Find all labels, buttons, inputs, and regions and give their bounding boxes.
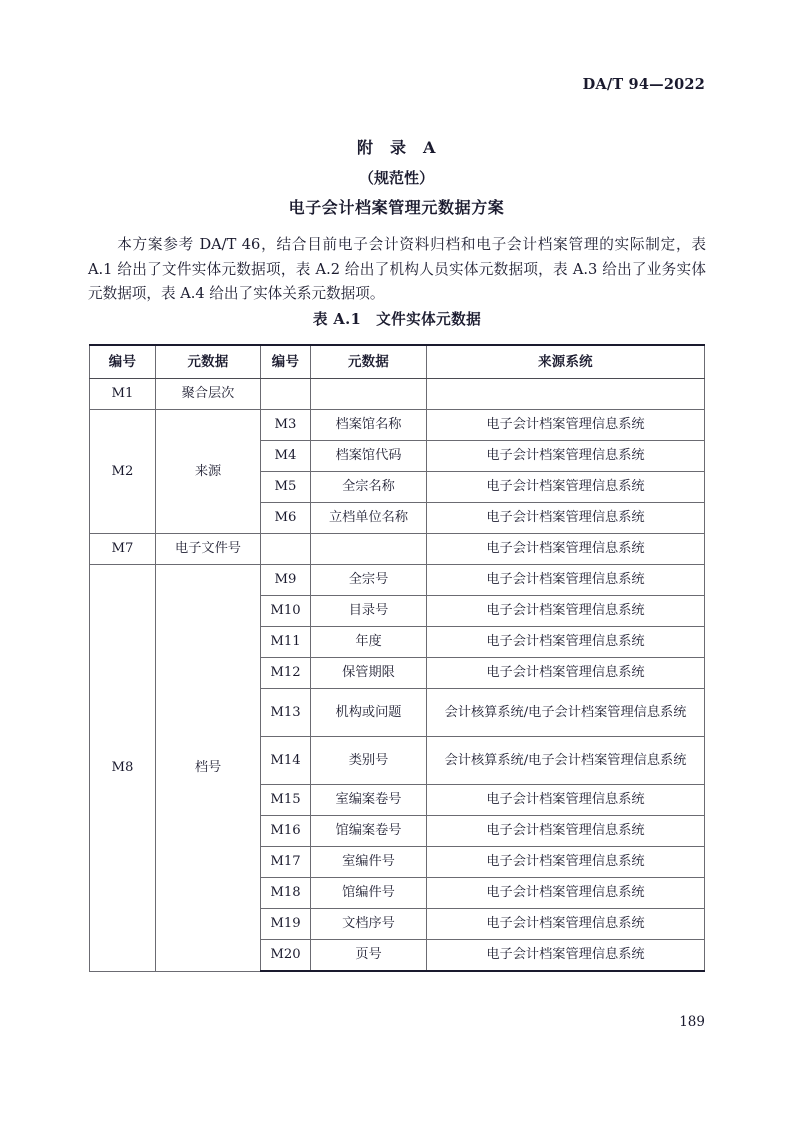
- cell-group-id: M7: [90, 534, 156, 565]
- cell-sub-meta: 文档序号: [311, 909, 427, 940]
- cell-source-system: 电子会计档案管理信息系统: [427, 627, 705, 658]
- cell-sub-id: M16: [261, 816, 311, 847]
- cell-sub-id: M18: [261, 878, 311, 909]
- page-number: 189: [679, 1014, 705, 1030]
- cell-sub-meta: [311, 379, 427, 410]
- cell-sub-meta: 全宗号: [311, 565, 427, 596]
- cell-sub-id: M19: [261, 909, 311, 940]
- cell-sub-id: M5: [261, 472, 311, 503]
- cell-sub-meta: 类别号: [311, 737, 427, 785]
- annex-title: 附 录 A: [357, 138, 436, 157]
- cell-sub-id: M17: [261, 847, 311, 878]
- table-row: [90, 379, 705, 410]
- cell-sub-meta: 馆编案卷号: [311, 816, 427, 847]
- cell-sub-id: M10: [261, 596, 311, 627]
- intro-paragraph: 本方案参考 DA/T 46，结合目前电子会计资料归档和电子会计档案管理的实际制定，表 A.1 给出了文件实体元数据项，表 A.2 给出了机构人员实体元数据项，表 A.3 给出了业务实体元数据项，表 A.4 给出了实体关系元数据项。: [88, 236, 706, 302]
- cell-sub-id: M9: [261, 565, 311, 596]
- cell-sub-id: M4: [261, 441, 311, 472]
- cell-sub-meta: 机构或问题: [311, 689, 427, 737]
- cell-source-system: 电子会计档案管理信息系统: [427, 534, 705, 565]
- metadata-table-container: [89, 344, 704, 972]
- metadata-table-body: [90, 379, 705, 972]
- annex-kind: （规范性）: [358, 169, 434, 187]
- annex-heading-block: [88, 136, 705, 220]
- column-header-meta-2: 元数据: [311, 345, 427, 379]
- table-caption: 表 A.1 文件实体元数据: [312, 311, 482, 328]
- cell-source-system: 电子会计档案管理信息系统: [427, 909, 705, 940]
- cell-sub-meta: [311, 534, 427, 565]
- annex-name: 电子会计档案管理元数据方案: [288, 198, 505, 217]
- cell-sub-id: M13: [261, 689, 311, 737]
- cell-sub-id: [261, 534, 311, 565]
- cell-sub-meta: 室编件号: [311, 847, 427, 878]
- table-row: [90, 410, 705, 441]
- cell-sub-meta: 档案馆代码: [311, 441, 427, 472]
- cell-sub-id: M12: [261, 658, 311, 689]
- column-header-id-1: 编号: [90, 345, 156, 379]
- cell-sub-meta: 保管期限: [311, 658, 427, 689]
- cell-sub-meta: 档案馆名称: [311, 410, 427, 441]
- running-header: [60, 76, 705, 98]
- cell-group-id: M1: [90, 379, 156, 410]
- cell-sub-id: [261, 379, 311, 410]
- cell-group-meta: 档号: [156, 565, 261, 972]
- cell-source-system: [427, 379, 705, 410]
- cell-sub-id: M6: [261, 503, 311, 534]
- cell-sub-meta: 页号: [311, 940, 427, 972]
- cell-group-meta: 聚合层次: [156, 379, 261, 410]
- table-row: [90, 534, 705, 565]
- cell-sub-id: M15: [261, 785, 311, 816]
- metadata-table: [89, 344, 705, 972]
- cell-source-system: 电子会计档案管理信息系统: [427, 785, 705, 816]
- cell-source-system: 电子会计档案管理信息系统: [427, 503, 705, 534]
- cell-sub-id: M11: [261, 627, 311, 658]
- cell-source-system: 会计核算系统/电子会计档案管理信息系统: [427, 689, 705, 737]
- cell-sub-meta: 目录号: [311, 596, 427, 627]
- cell-source-system: 电子会计档案管理信息系统: [427, 472, 705, 503]
- column-header-meta-1: 元数据: [156, 345, 261, 379]
- cell-source-system: 电子会计档案管理信息系统: [427, 565, 705, 596]
- cell-group-meta: 电子文件号: [156, 534, 261, 565]
- cell-group-id: M2: [90, 410, 156, 534]
- cell-sub-meta: 立档单位名称: [311, 503, 427, 534]
- cell-source-system: 电子会计档案管理信息系统: [427, 878, 705, 909]
- cell-source-system: 电子会计档案管理信息系统: [427, 441, 705, 472]
- cell-source-system: 电子会计档案管理信息系统: [427, 940, 705, 972]
- cell-group-meta: 来源: [156, 410, 261, 534]
- cell-source-system: 会计核算系统/电子会计档案管理信息系统: [427, 737, 705, 785]
- cell-source-system: 电子会计档案管理信息系统: [427, 847, 705, 878]
- cell-source-system: 电子会计档案管理信息系统: [427, 596, 705, 627]
- column-header-source: 来源系统: [427, 345, 705, 379]
- table-row: [90, 565, 705, 596]
- cell-sub-id: M3: [261, 410, 311, 441]
- cell-group-id: M8: [90, 565, 156, 972]
- column-header-id-2: 编号: [261, 345, 311, 379]
- standard-code: DA/T 94—2022: [582, 76, 705, 93]
- cell-sub-meta: 馆编件号: [311, 878, 427, 909]
- table-header-row: [90, 345, 705, 379]
- cell-sub-meta: 室编案卷号: [311, 785, 427, 816]
- cell-source-system: 电子会计档案管理信息系统: [427, 816, 705, 847]
- cell-sub-meta: 年度: [311, 627, 427, 658]
- cell-sub-id: M20: [261, 940, 311, 972]
- cell-sub-meta: 全宗名称: [311, 472, 427, 503]
- cell-sub-id: M14: [261, 737, 311, 785]
- cell-source-system: 电子会计档案管理信息系统: [427, 658, 705, 689]
- cell-source-system: 电子会计档案管理信息系统: [427, 410, 705, 441]
